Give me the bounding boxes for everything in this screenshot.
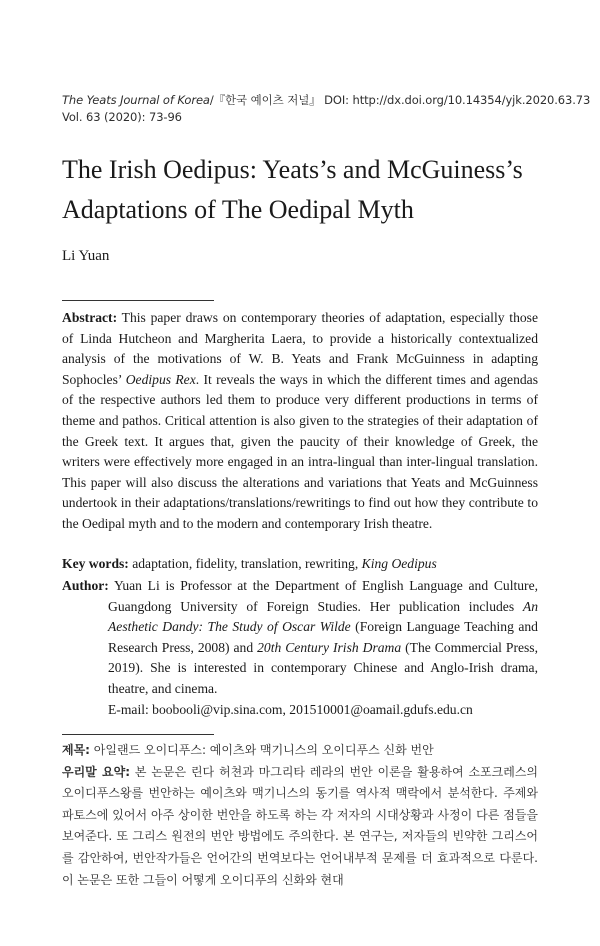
korean-summary (62, 740, 538, 891)
title-line-2: Adaptations of The Oedipal Myth (62, 195, 414, 224)
author-book-2: 20th Century Irish Drama (257, 639, 402, 655)
korean-summary-label: 우리말 요약: (62, 764, 130, 779)
author-label: Author: (62, 578, 109, 593)
abstract-italic-title: Oedipus Rex (125, 371, 196, 387)
volume-line: Vol. 63 (2020): 73-96 (62, 110, 182, 124)
journal-name: The Yeats Journal of Korea (62, 93, 210, 107)
keywords-text: adaptation, fidelity, translation, rewriting, (128, 556, 362, 571)
author-bio-text-2: (Foreign Language Teaching and Research Press, 2008) and (108, 619, 538, 655)
divider-rule-korean (62, 734, 214, 735)
korean-title-line (62, 740, 538, 762)
article-title (62, 150, 582, 230)
author-info (62, 576, 538, 700)
doi-text: DOI: http://dx.doi.org/10.14354/yjk.2020.63.73 (320, 93, 591, 107)
keywords (62, 554, 538, 575)
korean-title-label: 제목: (62, 743, 90, 757)
abstract-label: Abstract: (62, 310, 118, 325)
author-bio-text-3: (The Commercial Press, 2019). She is interested in contemporary Chinese and Anglo-Irish drama, theatre, and cinema. (108, 639, 538, 696)
author-email: E-mail: boobooli@vip.sina.com, 201510001@oamail.gdufs.edu.cn (108, 702, 473, 717)
korean-summary-paragraph (62, 762, 538, 892)
korean-title-text: 아일랜드 오이디푸스: 예이츠와 맥기니스의 오이디푸스 신화 번안 (89, 743, 434, 757)
journal-citation-line (62, 92, 591, 109)
abstract-text-1: This paper draws on contemporary theories of adaptation, especially those of Linda Hutcheon and Margherita Laera, to provide a historically contextualized analysis of the motivations of W. B. Yeats and Frank McGuinness in adapting Sophocles’ (62, 310, 538, 387)
keywords-italic: King Oedipus (361, 556, 437, 571)
author-book-1: An Aesthetic Dandy: The Study of Oscar Wilde (108, 598, 538, 635)
divider-rule (62, 300, 214, 301)
author-name: Li Yuan (62, 248, 110, 264)
abstract (62, 308, 538, 535)
title-line-1: The Irish Oedipus: Yeats’s and McGuiness’s (62, 155, 523, 184)
author-bio (62, 576, 538, 700)
journal-korean-name: /『한국 예이츠 저널』 (209, 93, 321, 107)
abstract-text-2: . It reveals the ways in which the different times and agendas of the respective authors led them to produce very different productions in terms of theme and pathos. Critical attention is also given to the strategies of their adaptation of the Greek text. It argues that, given the paucity of their knowledge of Greek, the writers were effectively more engaged in an intra-lingual than inter-lingual translation. This paper will also discuss the alterations and variations that Yeats and McGuinness undertook in their adaptations/translations/rewritings to find out how they contribute to the Oedipal myth and to the modern and contemporary Irish theatre. (62, 371, 538, 531)
running-head (62, 92, 591, 126)
keywords-label: Key words: (62, 556, 129, 571)
author-bio-text-1: Yuan Li is Professor at the Department of English Language and Culture, Guangdong University of Foreign Studies. Her publication includes (108, 578, 538, 614)
korean-summary-text: 본 논문은 린다 허쳔과 마그리타 레라의 번안 이론을 활용하여 소포크레스의 오이디푸스왕를 번안하는 예이츠와 맥기니스의 동기를 역사적 맥락에서 분석한다. 주제와 파토스에 있어서 아주 상이한 번안을 하도록 하는 각 저자의 시대상황과 사정이 다른 점들을 보여준다. 또 그리스 원전의 번안 방법에도 주의한다. 본 연구는, 저자들의 빈약한 그리스어를 감안하여, 번안작가들은 언어간의 번역보다는 언어내부적 문제를 더 효과적으로 다룬다. 이 논문은 또한 그들이 어떻게 오이디푸의 신화와 현대 (62, 764, 539, 887)
